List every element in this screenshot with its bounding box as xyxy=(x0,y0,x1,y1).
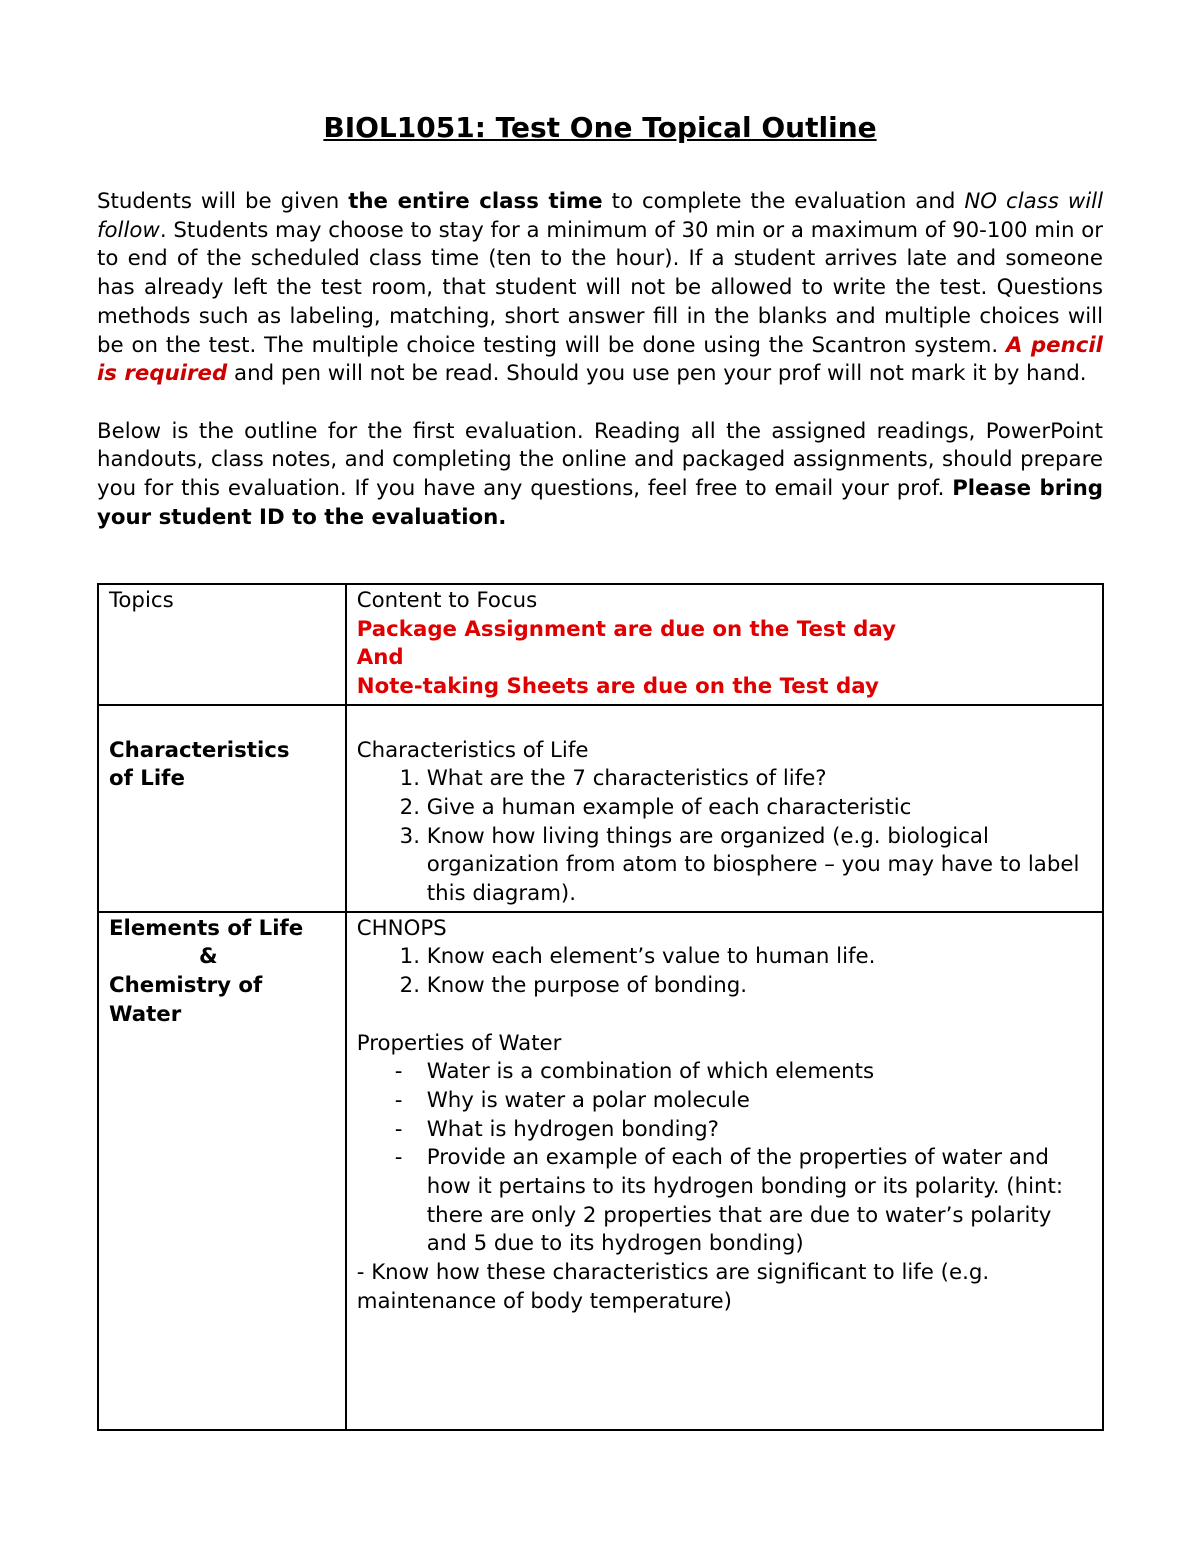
intro-text: Students will be given xyxy=(97,189,349,214)
topic-cell-water xyxy=(98,912,346,1430)
intro-text: . Students may choose to stay for a minimum of 30 min or a maximum of 90-100 min or to end of the scheduled class time (ten to the hour). If a student arrives late and someone has already left the test room, that student will not be allowed to write the test. Questions methods such as labeling, matching, short answer fill in the blanks and multiple choices will be on the test. The multiple choice testing will be done using the Scantron system. xyxy=(97,217,1103,358)
list-item: - Provide an example of each of the properties of water and how it pertains to its hydrogen bonding or its polarity. (hint: there are only 2 properties that are due to water’s polarity and 5 due to its hydrogen bonding) xyxy=(427,1144,1092,1259)
list-item: 2. Know the purpose of bonding. xyxy=(427,972,1092,1001)
intro-paragraph-1 xyxy=(97,188,1103,389)
intro-italic-no-class: NO class will follow xyxy=(97,189,1103,243)
intro-text: to complete the evaluation and xyxy=(602,189,965,214)
table-header-row xyxy=(98,584,1103,705)
list-item: 3. Know how living things are organized (e.g. biological organization from atom to biosphere – you may have to label this diagram). xyxy=(427,823,1092,909)
list-item: - Water is a combination of which elements xyxy=(427,1058,1092,1087)
document-page xyxy=(97,108,1103,1314)
topic-label: Elements of Life xyxy=(109,915,304,941)
pencil-required-notice: A pencil is required xyxy=(97,332,1103,387)
chnops-list xyxy=(357,943,1092,1000)
topics-header-cell xyxy=(98,584,346,705)
due-notice-notes: Note-taking Sheets are due on the Test day xyxy=(356,674,879,700)
list-item: - Why is water a polar molecule xyxy=(427,1087,1092,1116)
intro-text: and pen will not be read. Should you use pen your prof will not mark it by hand. xyxy=(227,361,1087,387)
topic-label: Characteristics xyxy=(109,737,290,763)
content-heading: Characteristics of Life xyxy=(356,737,589,763)
content-header-cell xyxy=(346,584,1103,705)
table-row xyxy=(98,912,1103,1430)
topic-label: & xyxy=(199,944,218,970)
intro-paragraph-2 xyxy=(97,418,1103,533)
content-cell-life xyxy=(346,705,1103,912)
due-notice-and: And xyxy=(356,645,404,671)
table-row xyxy=(98,705,1103,912)
document-title: BIOL1051: Test One Topical Outline xyxy=(323,111,877,144)
closing-note: - Know how these characteristics are significant to life (e.g. maintenance of body temperature) xyxy=(356,1260,990,1314)
topics-table xyxy=(97,583,1104,1431)
intro-bold-class-time: the entire class time xyxy=(348,189,603,214)
student-id-notice: Please bring your student ID to the evaluation. xyxy=(97,476,1103,530)
list-item: 1. Know each element’s value to human life. xyxy=(427,943,1092,972)
list-item: - What is hydrogen bonding? xyxy=(427,1116,1092,1145)
water-properties-list xyxy=(357,1058,1092,1259)
topic-cell-life xyxy=(98,705,346,912)
list-item: 2. Give a human example of each characteristic xyxy=(427,794,1092,823)
topic-label: Chemistry of xyxy=(109,973,263,999)
topic-label: Water xyxy=(109,1001,182,1027)
list-item: 1. What are the 7 characteristics of life? xyxy=(427,765,1092,794)
content-cell-water xyxy=(346,912,1103,1430)
content-heading: Properties of Water xyxy=(356,1030,562,1056)
due-notice-package: Package Assignment are due on the Test day xyxy=(356,616,897,642)
content-header: Content to Focus xyxy=(356,588,538,613)
topics-header: Topics xyxy=(109,588,174,613)
topic-label: of Life xyxy=(109,766,185,792)
life-questions-list xyxy=(357,765,1092,909)
intro-text: Below is the outline for the first evaluation. Reading all the assigned readings, PowerPoint handouts, class notes, and completing the online and packaged assignments, should prepare you for this evaluation. If you have any questions, feel free to email your prof. xyxy=(97,418,1103,502)
content-heading: CHNOPS xyxy=(356,915,447,941)
